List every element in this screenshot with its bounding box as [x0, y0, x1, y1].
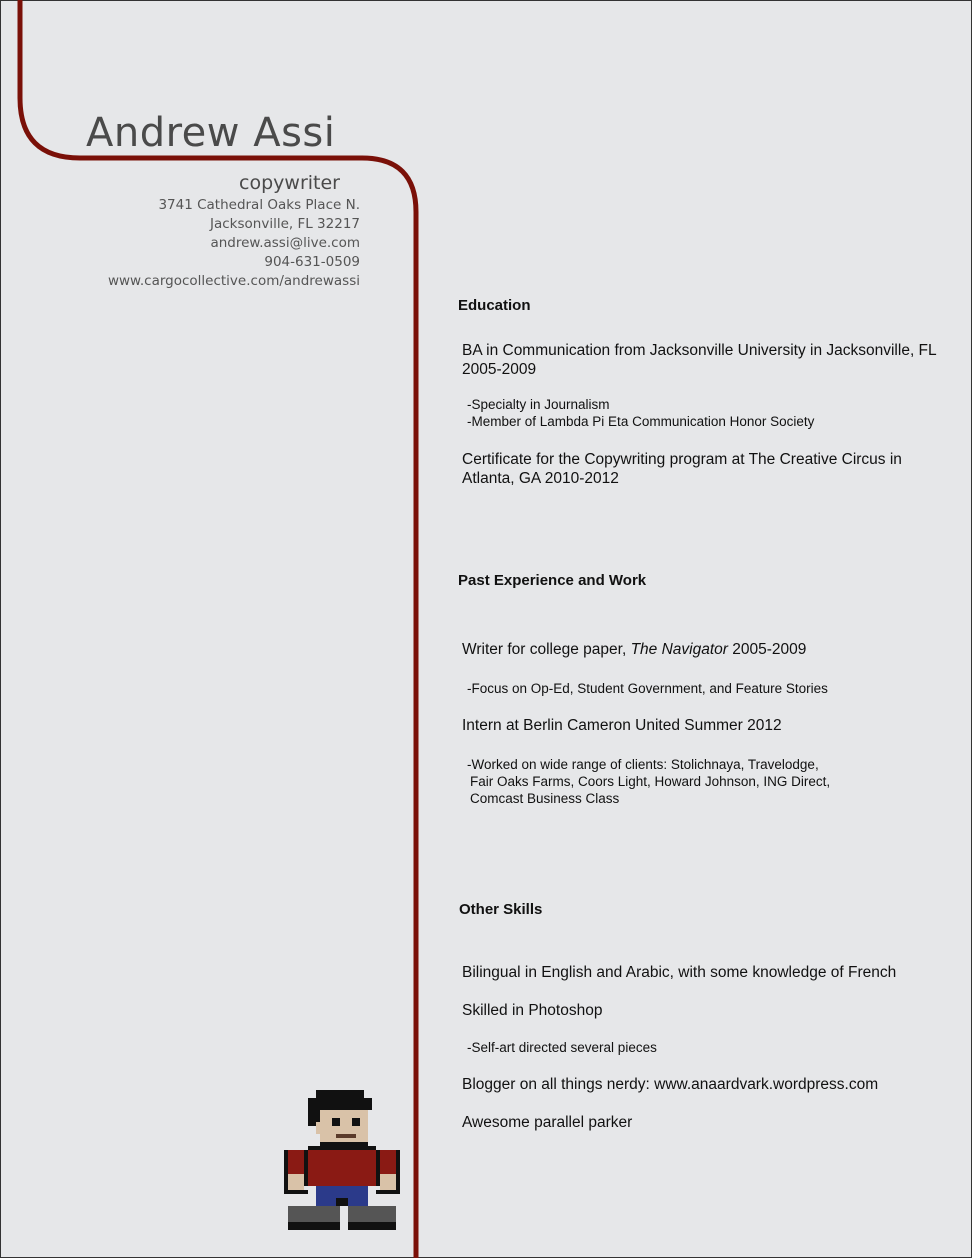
skill-2: Skilled in Photoshop [462, 1002, 603, 1019]
education-detail-1: -Specialty in Journalism [467, 397, 610, 412]
experience-job-2: Intern at Berlin Cameron United Summer 2012 [462, 717, 782, 734]
education-heading: Education [458, 297, 531, 314]
pixel-character-icon [280, 1090, 404, 1234]
skill-3: Blogger on all things nerdy: www.anaardvark.wordpress.com [462, 1076, 879, 1093]
job-2-detail-line-1: -Worked on wide range of clients: Stolichnaya, Travelodge, [467, 757, 819, 772]
job-2-detail-line-2: Fair Oaks Farms, Coors Light, Howard Johnson, ING Direct, [470, 774, 831, 789]
job-title: copywriter [239, 172, 340, 194]
address-line-1: 3741 Cathedral Oaks Place N. [158, 197, 360, 213]
job-1-paper: The Navigator [630, 641, 728, 658]
address-line-2: Jacksonville, FL 32217 [210, 216, 360, 232]
resume-name: Andrew Assi [86, 110, 336, 156]
experience-job-1-detail: -Focus on Op-Ed, Student Government, and Feature Stories [467, 681, 828, 696]
education-certificate: Certificate for the Copywriting program at The Creative Circus in Atlanta, GA 2010-2012 [462, 451, 902, 487]
skills-heading: Other Skills [459, 901, 543, 918]
website: www.cargocollective.com/andrewassi [107, 273, 360, 289]
experience-job-1 [462, 640, 957, 659]
skill-2-detail: -Self-art directed several pieces [467, 1040, 657, 1055]
skill-4: Awesome parallel parker [462, 1114, 633, 1131]
job-1-years: 2005-2009 [727, 641, 807, 658]
education-detail-2: -Member of Lambda Pi Eta Communication Honor Society [467, 414, 815, 429]
phone: 904-631-0509 [264, 254, 360, 270]
experience-heading: Past Experience and Work [458, 572, 647, 589]
email: andrew.assi@live.com [210, 235, 360, 251]
education-degree: BA in Communication from Jacksonville University in Jacksonville, FL 2005-2009 [462, 342, 937, 378]
skill-1: Bilingual in English and Arabic, with some knowledge of French [462, 964, 897, 981]
job-2-detail-line-3: Comcast Business Class [470, 791, 620, 806]
job-1-prefix: Writer for college paper, [462, 641, 631, 658]
experience-job-2-detail [467, 756, 830, 807]
